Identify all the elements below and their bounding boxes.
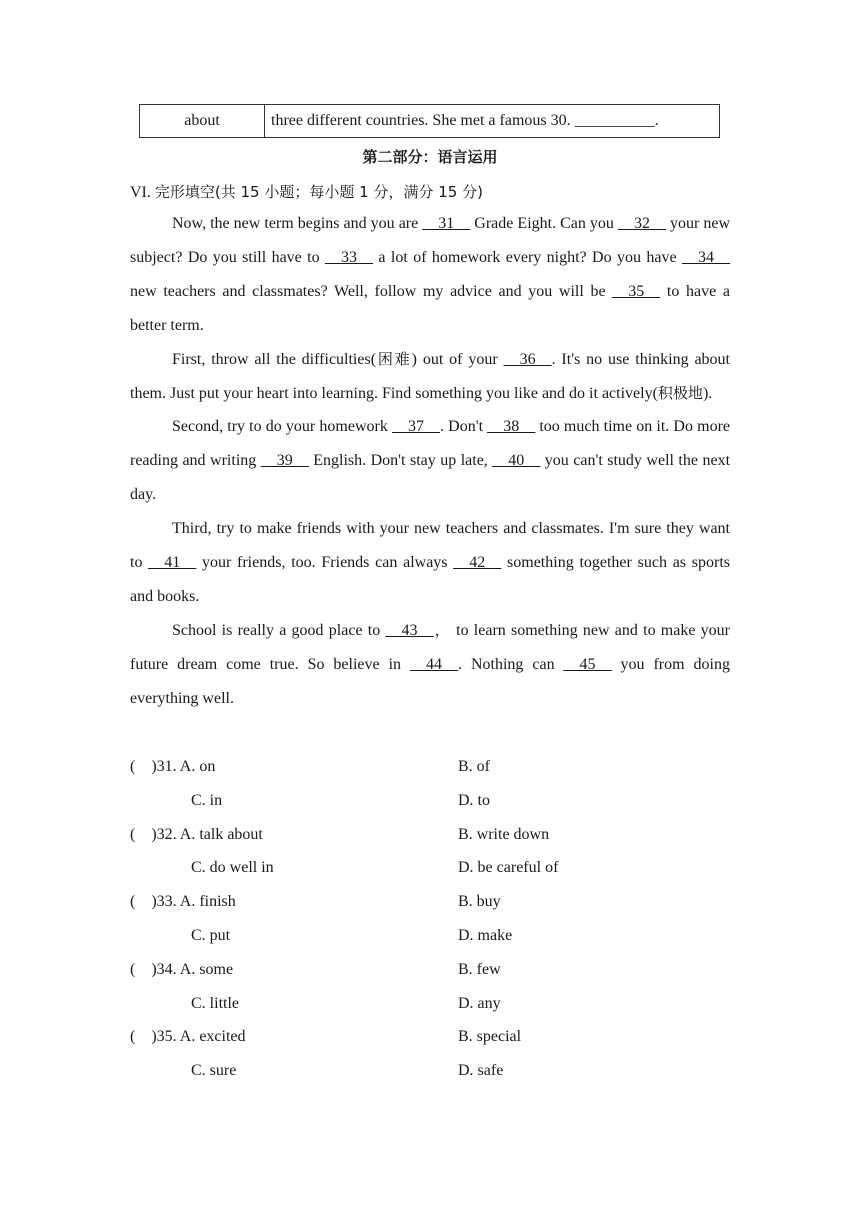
text-run: Third, try to make friends with your new teachers and classmates. I'm sure they want to	[130, 520, 730, 572]
option-35-b: B. special	[458, 1028, 522, 1046]
section-title: 第二部分：语言运用	[362, 148, 498, 166]
option-row-35-ab	[130, 1020, 730, 1054]
blank-40: __40__	[492, 452, 541, 470]
option-row-32-cd	[130, 851, 730, 885]
text-run: too much time on it. Do more reading and writing	[130, 418, 731, 470]
fullwidth-comma: ，	[433, 620, 451, 639]
text-run: . It's no use thinking about them. Just put your heart into learning. Find something you like and do it actively(	[130, 350, 730, 402]
option-32-b: B. write down	[458, 825, 550, 843]
chinese-gloss: 困难	[376, 349, 412, 368]
blank-36: __36__	[503, 350, 552, 368]
blank-32: __32__	[617, 215, 666, 232]
table-cell-left: about	[140, 105, 265, 137]
blank-39: __39__	[260, 452, 309, 470]
text-run: something together such as sports and books.	[130, 554, 730, 605]
text-run: your friends, too. Friends can always	[196, 554, 454, 572]
blank-31: __31__	[422, 215, 471, 232]
text-run: Now, the new term begins and you are	[172, 215, 423, 232]
option-32-c: C. do well in	[191, 859, 274, 877]
option-row-31-cd	[130, 784, 730, 818]
blank-41: __41__	[148, 554, 197, 572]
blank-33: __33__	[325, 248, 374, 266]
answer-table-row	[139, 104, 720, 138]
instructions-title: 完形填空(共 15 小题；每小题 1 分，满分 15 分)	[154, 183, 483, 201]
blank-43: __43__	[385, 621, 434, 639]
option-33-b: B. buy	[458, 893, 501, 911]
text-run: School is really a good place to	[172, 621, 386, 639]
text-run: a lot of homework every night? Do you have	[373, 248, 683, 266]
option-31-a: ( )31. A. on	[130, 758, 216, 775]
text-run: you can't study well the next day.	[130, 452, 731, 504]
blank-45: __45__	[563, 655, 612, 673]
text-run: new teachers and classmates? Well, follow my advice and you will be	[130, 282, 613, 300]
option-row-31-ab	[130, 750, 730, 784]
blank-34: __34__	[682, 248, 731, 266]
chinese-gloss: 积极地	[657, 383, 703, 402]
blank-44: __44__	[410, 655, 458, 673]
instructions-prefix: VI.	[130, 184, 155, 201]
text-run: First, throw all the difficulties(	[172, 350, 377, 368]
text-run: . Don't	[440, 418, 488, 436]
option-34-d: D. any	[458, 994, 501, 1012]
cloze-instructions	[130, 181, 483, 202]
paragraph-1	[130, 207, 730, 343]
option-32-a: ( )32. A. talk about	[130, 825, 263, 843]
option-34-c: C. little	[191, 994, 239, 1012]
paragraph-3	[130, 410, 730, 512]
option-31-c: C. in	[191, 791, 223, 809]
text-run: . Nothing can	[458, 655, 564, 673]
option-33-d: D. make	[458, 926, 513, 944]
option-35-d: D. safe	[458, 1062, 504, 1080]
paragraph-2	[130, 343, 730, 411]
text-run: you from doing everything well.	[130, 655, 730, 707]
text-run: to learn something new and to make your future dream come true. So believe in	[130, 621, 730, 673]
option-row-34-cd	[130, 987, 730, 1021]
text-run: to have a better term.	[130, 282, 730, 334]
text-run: Second, try to do your homework	[172, 418, 392, 436]
option-31-b: B. of	[458, 758, 490, 775]
cloze-passage	[130, 207, 730, 716]
option-33-a: ( )33. A. finish	[130, 893, 236, 911]
option-row-34-ab	[130, 953, 730, 987]
option-32-d: D. be careful of	[458, 859, 559, 877]
blank-38: __38__	[487, 418, 536, 436]
option-34-a: ( )34. A. some	[130, 960, 234, 978]
option-35-c: C. sure	[191, 1062, 237, 1080]
option-row-33-ab	[130, 885, 730, 919]
option-34-b: B. few	[458, 960, 501, 978]
option-35-a: ( )35. A. excited	[130, 1028, 246, 1046]
text-run: English. Don't stay up late,	[308, 452, 493, 470]
text-run: your new subject? Do you still have to	[130, 215, 731, 266]
option-31-d: D. to	[458, 791, 490, 809]
blank-35: __35__	[612, 282, 661, 300]
answer-options	[130, 750, 730, 1088]
text-run: ).	[702, 384, 713, 402]
option-33-c: C. put	[191, 926, 231, 944]
option-row-32-ab	[130, 818, 730, 852]
paragraph-4	[130, 512, 730, 614]
paragraph-5	[130, 614, 730, 716]
option-row-33-cd	[130, 919, 730, 953]
table-cell-right: three different countries. She met a famous 30. __________.	[271, 112, 659, 129]
blank-37: __37__	[392, 418, 440, 436]
text-run: ) out of your	[411, 350, 504, 368]
text-run: Grade Eight. Can you	[470, 215, 618, 232]
option-row-35-cd	[130, 1054, 730, 1088]
blank-42: __42__	[453, 554, 502, 572]
